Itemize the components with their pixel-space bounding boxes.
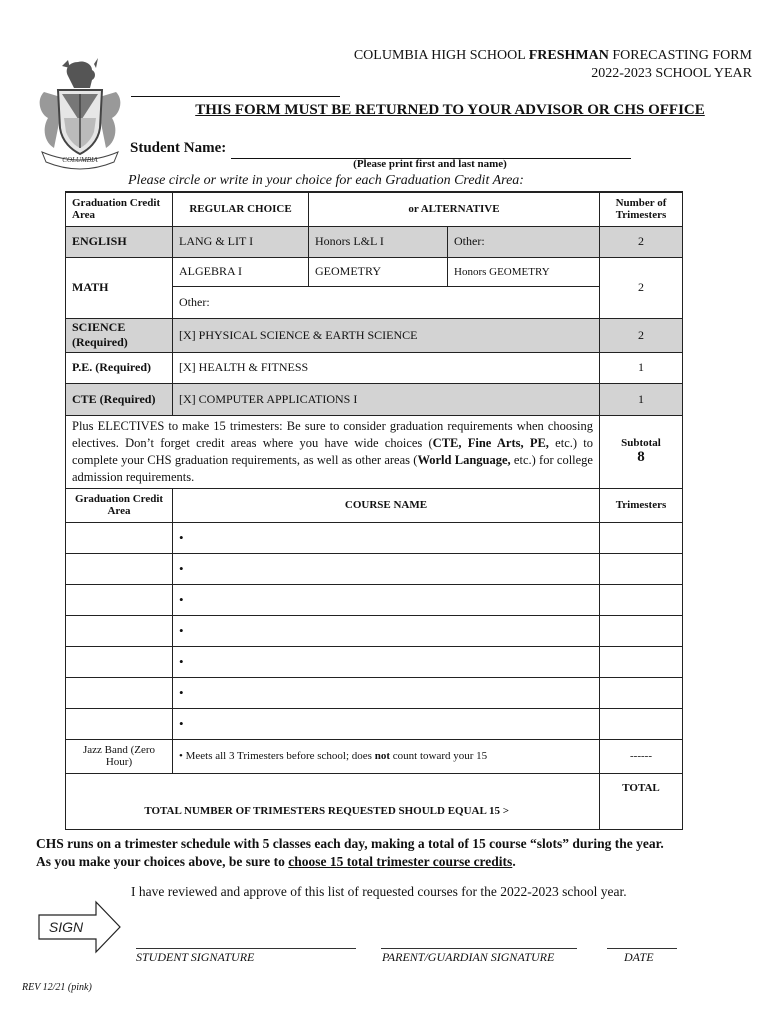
form-title: COLUMBIA HIGH SCHOOL FRESHMAN FORECASTING FORM	[353, 48, 752, 63]
math-choice-geometry[interactable]: GEOMETRY	[309, 257, 448, 286]
english-trimesters: 2	[600, 226, 683, 257]
sign-arrow-icon	[38, 900, 122, 954]
student-name-label: Student Name:	[130, 140, 227, 156]
elective-trimesters-input[interactable]	[600, 522, 683, 553]
english-area: ENGLISH	[66, 226, 173, 257]
science-course: [X] PHYSICAL SCIENCE & EARTH SCIENCE	[173, 318, 600, 352]
instructions: Please circle or write in your choice for each Graduation Credit Area:	[128, 173, 524, 188]
elective-area-input[interactable]	[66, 708, 173, 739]
subtotal-cell	[600, 415, 683, 488]
elective-area-input[interactable]	[66, 553, 173, 584]
elective-course-input[interactable]: •	[173, 646, 600, 677]
cte-trimesters: 1	[600, 383, 683, 415]
total-box[interactable]	[600, 773, 683, 829]
elective-row	[66, 584, 683, 615]
total-row	[66, 773, 683, 829]
elective-course-input[interactable]: •	[173, 522, 600, 553]
school-year: 2022-2023 SCHOOL YEAR	[591, 66, 752, 81]
math-row	[66, 257, 683, 286]
student-signature-label: STUDENT SIGNATURE	[136, 950, 255, 964]
cte-course: [X] COMPUTER APPLICATIONS I	[173, 383, 600, 415]
header-regular: REGULAR CHOICE	[173, 192, 309, 226]
subtotal-value: 8	[637, 449, 645, 465]
schedule-line-1: CHS runs on a trimester schedule with 5 classes each day, making a total of 15 course “slots” during the year.	[36, 836, 664, 851]
math-choice-honors-geometry[interactable]: Honors GEOMETRY	[448, 257, 600, 286]
elective-trimesters-input[interactable]	[600, 677, 683, 708]
sign-label: SIGN	[48, 919, 84, 935]
elective-area-input[interactable]	[66, 677, 173, 708]
elective-row	[66, 677, 683, 708]
pe-row	[66, 352, 683, 383]
header-rule	[131, 96, 340, 97]
elective-row	[66, 646, 683, 677]
jazz-band-note[interactable]: • Meets all 3 Trimesters before school; does not count toward your 15	[173, 739, 600, 773]
elective-trimesters-input[interactable]	[600, 646, 683, 677]
math-area: MATH	[66, 257, 173, 318]
header-trimesters: Number of Trimesters	[600, 192, 683, 226]
trimester-schedule-note	[36, 835, 736, 871]
pe-area: P.E. (Required)	[66, 352, 173, 383]
elective-header-area: Graduation Credit Area	[66, 488, 173, 522]
jazz-band-area: Jazz Band (Zero Hour)	[66, 739, 173, 773]
elective-area-input[interactable]	[66, 584, 173, 615]
svg-text:COLUMBIA: COLUMBIA	[62, 156, 98, 164]
parent-signature-label: PARENT/GUARDIAN SIGNATURE	[382, 950, 555, 964]
elective-trimesters-input[interactable]	[600, 553, 683, 584]
science-trimesters: 2	[600, 318, 683, 352]
jazz-band-trimesters: ------	[600, 739, 683, 773]
schedule-line-2: As you make your choices above, be sure to choose 15 total trimester course credits.	[36, 854, 516, 869]
pe-trimesters: 1	[600, 352, 683, 383]
cte-area: CTE (Required)	[66, 383, 173, 415]
science-area: SCIENCE (Required)	[66, 318, 173, 352]
english-row	[66, 226, 683, 257]
header-alternative: or ALTERNATIVE	[309, 192, 600, 226]
elective-course-input[interactable]: •	[173, 677, 600, 708]
pe-course: [X] HEALTH & FITNESS	[173, 352, 600, 383]
student-signature-field[interactable]	[136, 948, 356, 949]
elective-row	[66, 553, 683, 584]
english-choice-regular[interactable]: LANG & LIT I	[173, 226, 309, 257]
elective-header-trimesters: Trimesters	[600, 488, 683, 522]
elective-trimesters-input[interactable]	[600, 708, 683, 739]
elective-header-row	[66, 488, 683, 522]
review-statement: I have reviewed and approve of this list of requested courses for the 2022-2023 school year.	[131, 884, 627, 899]
revision-code: REV 12/21 (pink)	[22, 982, 92, 993]
english-choice-honors[interactable]: Honors L&L I	[309, 226, 448, 257]
elective-row	[66, 615, 683, 646]
elective-header-course: COURSE NAME	[173, 488, 600, 522]
elective-trimesters-input[interactable]	[600, 584, 683, 615]
electives-row	[66, 415, 683, 488]
elective-course-input[interactable]: •	[173, 615, 600, 646]
jazz-band-row	[66, 739, 683, 773]
course-selection-table	[65, 191, 683, 830]
parent-signature-field[interactable]	[381, 948, 577, 949]
school-crest-logo	[34, 58, 126, 170]
math-choice-other[interactable]: Other:	[173, 286, 600, 318]
elective-course-input[interactable]: •	[173, 708, 600, 739]
elective-area-input[interactable]	[66, 646, 173, 677]
total-label: TOTAL	[622, 781, 660, 794]
english-choice-other[interactable]: Other:	[448, 226, 600, 257]
electives-instructions: Plus ELECTIVES to make 15 trimesters: Be sure to consider graduation requirements when choosing electives. Don’t forget credit areas where you have wide choices (CTE, Fine Arts, PE, etc.) to complete your CHS graduation requirements, as well as other areas (World Language, etc.) for college admission requirements.	[66, 415, 600, 488]
elective-course-input[interactable]: •	[173, 584, 600, 615]
science-row	[66, 318, 683, 352]
date-field[interactable]	[607, 948, 677, 949]
subtotal-label: Subtotal	[621, 437, 661, 449]
elective-area-input[interactable]	[66, 522, 173, 553]
elective-area-input[interactable]	[66, 615, 173, 646]
date-label: DATE	[624, 950, 654, 964]
cte-row	[66, 383, 683, 415]
total-instruction: TOTAL NUMBER OF TRIMESTERS REQUESTED SHOULD EQUAL 15 >	[66, 773, 600, 829]
math-choice-algebra[interactable]: ALGEBRA I	[173, 257, 309, 286]
header-area: Graduation Credit Area	[66, 192, 173, 226]
math-trimesters: 2	[600, 257, 683, 318]
return-notice: THIS FORM MUST BE RETURNED TO YOUR ADVISOR OR CHS OFFICE	[195, 102, 705, 118]
elective-row	[66, 522, 683, 553]
elective-course-input[interactable]: •	[173, 553, 600, 584]
elective-row	[66, 708, 683, 739]
elective-trimesters-input[interactable]	[600, 615, 683, 646]
print-name-note: (Please print first and last name)	[353, 158, 507, 170]
table-header-row	[66, 192, 683, 226]
